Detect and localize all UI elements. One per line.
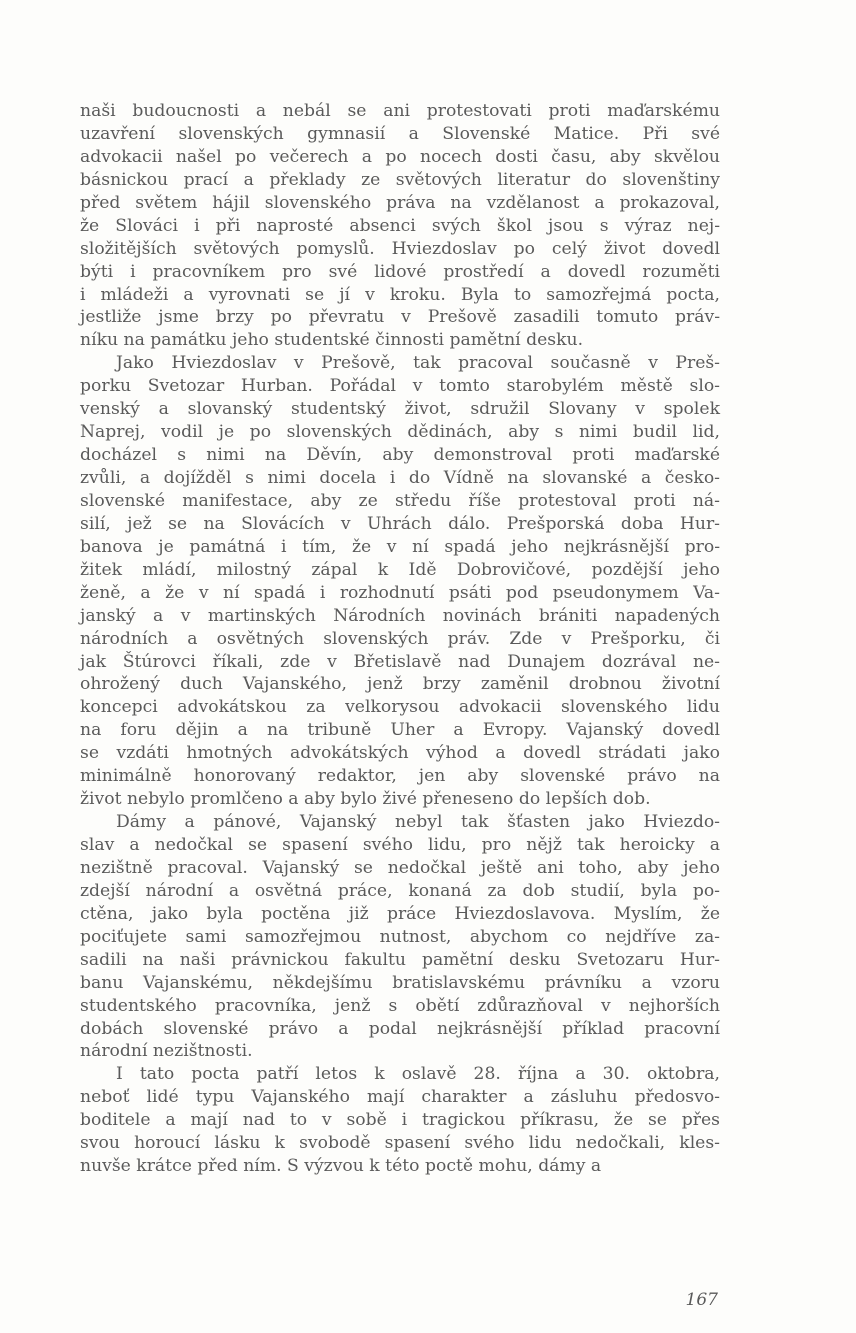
text-line: jak Štúrovci říkali, zde v Břetislavě nad Dunajem dozrával ne- bbox=[80, 651, 720, 672]
text-line: nezištně pracoval. Vajanský se nedočkal ještě ani toho, aby jeho bbox=[80, 857, 720, 878]
text-line: zdejší národní a osvětná práce, konaná za dob studií, byla po- bbox=[80, 880, 720, 901]
paragraph bbox=[80, 1063, 720, 1178]
paragraph bbox=[80, 352, 720, 811]
text-line: advokacii našel po večerech a po nocech dosti času, aby skvělou bbox=[80, 146, 720, 167]
text-line: níku na památku jeho studentské činnosti pamětní desku. bbox=[80, 330, 584, 351]
text-line: býti i pracovníkem pro své lidové prostředí a dovedl rozuměti bbox=[80, 261, 720, 282]
text-line: banova je památná i tím, že v ní spadá jeho nejkrásnější pro- bbox=[80, 536, 720, 557]
text-line: boditele a mají nad to v sobě i tragickou příkrasu, že se přes bbox=[80, 1110, 720, 1131]
text-line: Naprej, vodil je po slovenských dědinách, aby s nimi budil lid, bbox=[80, 422, 720, 443]
text-line: pociťujete sami samozřejmou nutnost, abychom co nejdříve za- bbox=[80, 926, 720, 947]
text-line: janský a v martinských Národních novinách brániti napadených bbox=[80, 605, 720, 626]
text-line: národních a osvětných slovenských práv. Zde v Prešporku, či bbox=[80, 628, 720, 649]
text-line: slav a nedočkal se spasení svého lidu, pro nějž tak heroicky a bbox=[80, 835, 720, 855]
text-line: i mládeži a vyrovnati se jí v kroku. Byla to samozřejmá pocta, bbox=[80, 284, 720, 305]
text-line: minimálně honorovaný redaktor, jen aby slovenské právo na bbox=[80, 766, 720, 787]
page-number: 167 bbox=[685, 1290, 718, 1310]
text-line: Dámy a pánové, Vajanský nebyl tak šťasten jako Hviezdo- bbox=[116, 812, 720, 833]
text-line: porku Svetozar Hurban. Pořádal v tomto starobylém městě slo- bbox=[80, 376, 720, 397]
text-line: na foru dějin a na tribuně Uher a Evropy. Vajanský dovedl bbox=[80, 720, 720, 741]
paragraph bbox=[80, 100, 720, 352]
text-line: slovenské manifestace, aby ze středu říše protestoval proti ná- bbox=[80, 490, 720, 511]
text-line: před světem hájil slovenského práva na vzdělanost a prokazoval, bbox=[80, 192, 720, 213]
text-line: ohrožený duch Vajanského, jenž brzy zaměnil drobnou životní bbox=[80, 674, 720, 695]
paragraph bbox=[80, 811, 720, 1063]
text-line: I tato pocta patří letos k oslavě 28. října a 30. oktobra, bbox=[116, 1064, 720, 1085]
text-line: že Slováci i při naprosté absenci svých škol jsou s výraz nej- bbox=[80, 215, 720, 236]
text-line: zvůli, a dojížděl s nimi docela i do Vídně na slovanské a česko- bbox=[80, 468, 720, 488]
text-line: básnickou prací a překlady ze světových literatur do slovenštiny bbox=[80, 169, 720, 190]
text-line: silí, jež se na Slovácích v Uhrách dálo. Prešporská doba Hur- bbox=[80, 513, 720, 534]
text-line: se vzdáti hmotných advokátských výhod a dovedl strádati jako bbox=[80, 743, 720, 764]
text-line: ženě, a že v ní spadá i rozhodnutí psáti pod pseudonymem Va- bbox=[80, 582, 720, 603]
text-line: svou horoucí lásku k svobodě spasení svého lidu nedočkali, kles- bbox=[80, 1133, 720, 1154]
text-line: dobách slovenské právo a podal nejkrásnější příklad pracovní bbox=[80, 1018, 720, 1039]
text-line: koncepci advokátskou za velkorysou advokacii slovenského lidu bbox=[80, 697, 720, 718]
text-line: neboť lidé typu Vajanského mají charakter a zásluhu předosvo- bbox=[80, 1087, 720, 1108]
text-line: sadili na naši právnickou fakultu pamětní desku Svetozaru Hur- bbox=[80, 949, 720, 970]
text-line: banu Vajanskému, někdejšímu bratislavskému právníku a vzoru bbox=[80, 972, 720, 993]
text-line: Jako Hviezdoslav v Prešově, tak pracoval současně v Preš- bbox=[116, 353, 720, 374]
text-line: docházel s nimi na Děvín, aby demonstroval proti maďarské bbox=[80, 445, 720, 466]
text-line: venský a slovanský studentský život, sdružil Slovany v spolek bbox=[80, 399, 720, 420]
text-line: složitějších světových pomyslů. Hviezdoslav po celý život dovedl bbox=[80, 238, 720, 259]
text-line: národní nezištnosti. bbox=[80, 1041, 253, 1062]
body-text bbox=[80, 100, 720, 1178]
text-line: žitek mládí, milostný zápal k Idě Dobrovičové, pozdější jeho bbox=[80, 559, 720, 580]
text-line: jestliže jsme brzy po převratu v Prešově zasadili tomuto práv- bbox=[80, 307, 720, 328]
text-line: studentského pracovníka, jenž s obětí zdůrazňoval v nejhorších bbox=[80, 995, 720, 1016]
text-line: ctěna, jako byla poctěna již práce Hviezdoslavova. Myslím, že bbox=[80, 903, 720, 924]
text-line: život nebylo promlčeno a aby bylo živé přeneseno do lepších dob. bbox=[80, 789, 651, 810]
text-line: naši budoucnosti a nebál se ani protestovati proti maďarskému bbox=[80, 101, 720, 121]
text-line: uzavření slovenských gymnasií a Slovenské Matice. Při své bbox=[80, 123, 720, 144]
text-line: nuvše krátce před ním. S výzvou k této poctě mohu, dámy a bbox=[80, 1156, 602, 1177]
